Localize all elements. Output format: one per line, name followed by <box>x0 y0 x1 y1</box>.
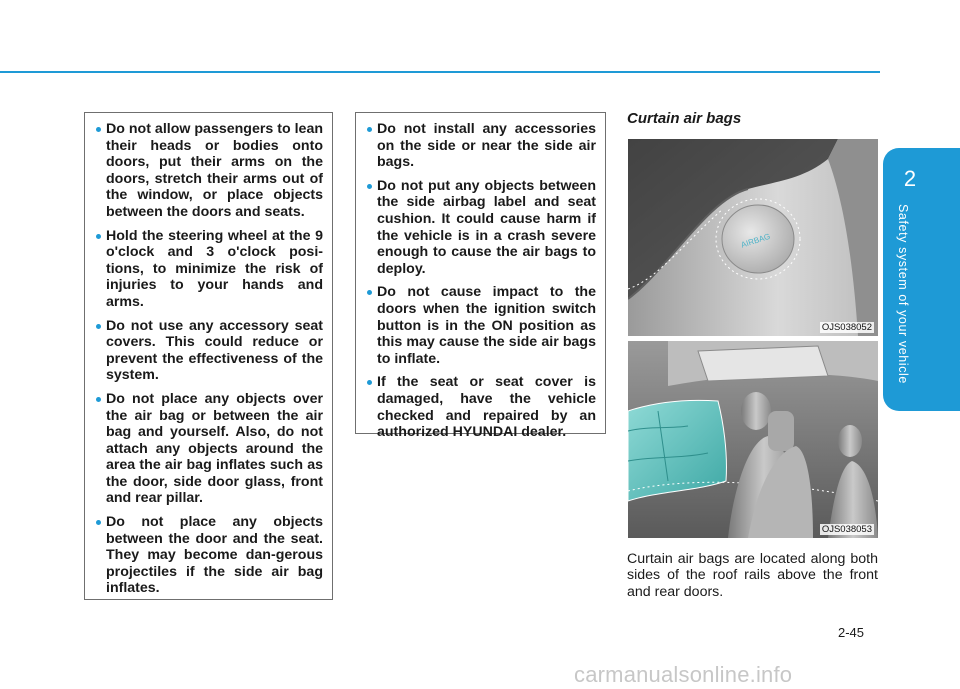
warning-item: Do not install any accessories on the side or near the side air bags. <box>367 121 596 171</box>
warning-item: Do not place any objects between the door and the seat. They may become dan-gerous projectiles if the side air bag inflates. <box>96 514 323 597</box>
chapter-number: 2 <box>903 166 917 191</box>
curtain-airbag-figure <box>628 341 878 538</box>
warning-item: Do not allow passengers to lean their heads or bodies onto doors, put their arms on the doors, stretch their arms out of the window, or place objects between the doors and seats. <box>96 121 323 221</box>
chapter-tab <box>883 148 960 411</box>
watermark: carmanualsonline.info <box>574 662 793 687</box>
warning-item: Do not put any objects between the side airbag label and seat cushion. It could cause harm if the vehicle is in a crash severe enough to cause the air bags to deploy. <box>367 178 596 278</box>
section-title: Curtain air bags <box>627 110 742 127</box>
warning-box-right <box>355 112 606 441</box>
warning-item: Do not cause impact to the doors when the ignition switch button is in the ON position as this may cause the side air bags to inflate. <box>367 284 596 367</box>
warning-list-left <box>96 121 323 597</box>
warning-item: Do not place any objects over the air bag or between the air bag and yourself. Also, do not attach any objects around the area the air bag inflates such as the door, side door glass, front and rear pillar. <box>96 391 323 507</box>
warning-item: Do not use any accessory seat covers. This could reduce or prevent the effectiveness of the system. <box>96 318 323 384</box>
header-rule <box>0 71 880 73</box>
pillar-illustration <box>628 139 878 336</box>
warning-item: Hold the steering wheel at the 9 o'clock and 3 o'clock posi-tions, to minimize the risk of injuries to your hands and arms. <box>96 228 323 311</box>
airbag-label-figure <box>628 139 878 336</box>
warning-list-right <box>367 121 596 441</box>
chapter-title: Safety system of your vehicle <box>896 204 910 384</box>
airbag-badge-text: AIRBAG <box>739 231 772 250</box>
page-number: 2-45 <box>838 625 865 640</box>
cabin-illustration <box>628 341 878 538</box>
section-body: Curtain air bags are located along both sides of the roof rails above the front and rear doors. <box>627 551 878 600</box>
figure-code: OJS038052 <box>821 322 872 333</box>
warning-box-left <box>84 112 333 600</box>
warning-item: If the seat or seat cover is damaged, have the vehicle checked and repaired by an authorized HYUNDAI dealer. <box>367 374 596 440</box>
figure-code: OJS038053 <box>821 524 872 535</box>
